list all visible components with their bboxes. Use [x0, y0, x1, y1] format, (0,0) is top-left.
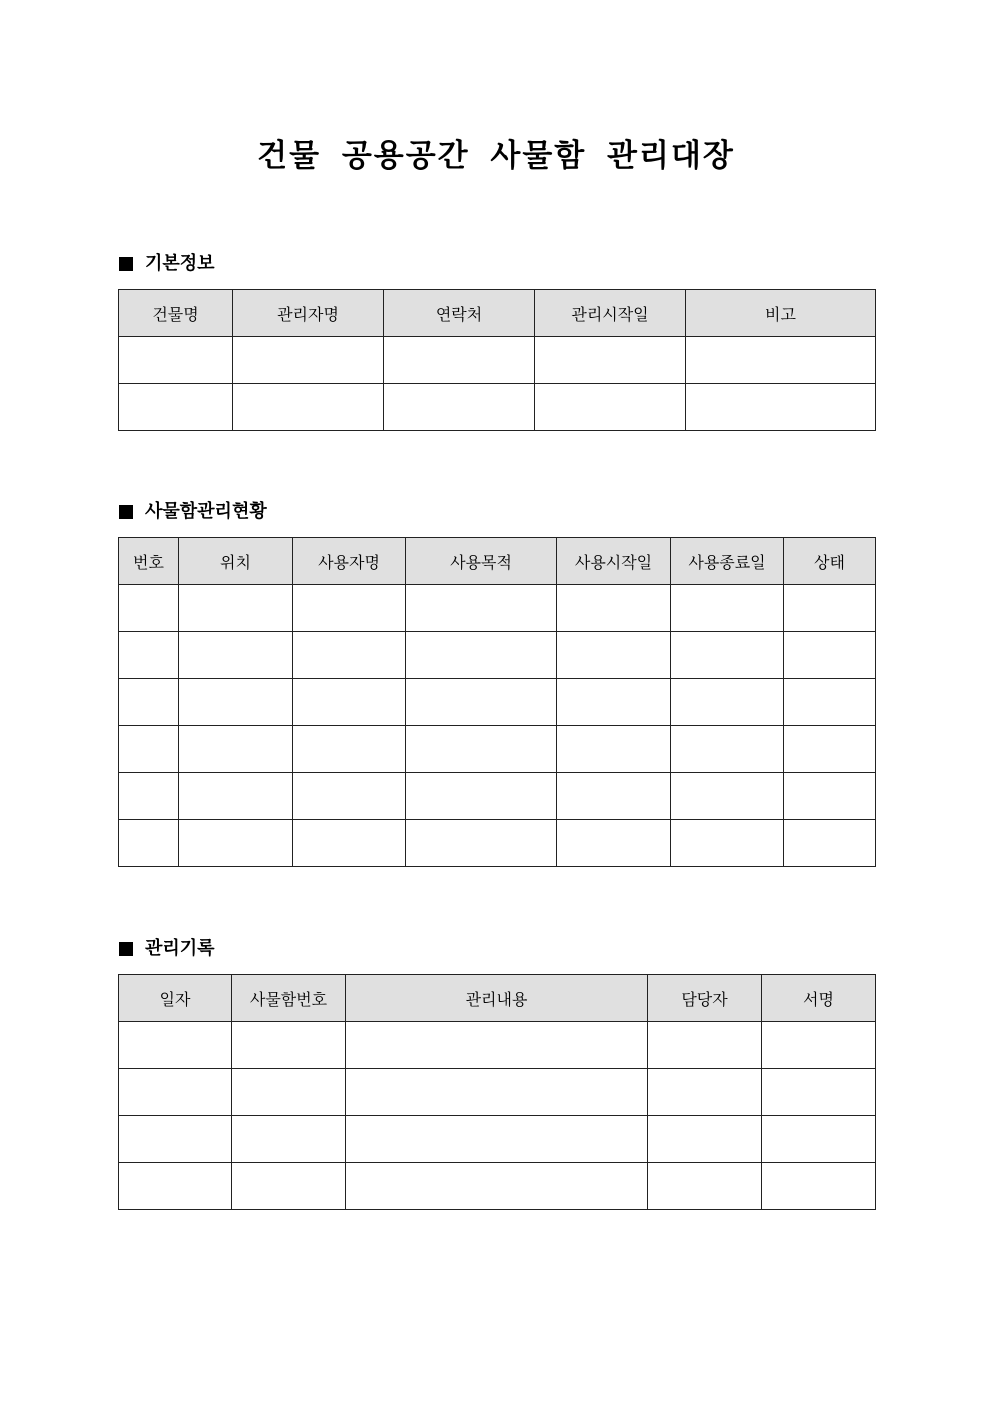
table-row [119, 820, 876, 867]
table-header-row [119, 290, 876, 337]
table-cell[interactable] [233, 384, 384, 431]
table-cell[interactable] [557, 773, 671, 820]
table-cell[interactable] [671, 585, 784, 632]
section-heading-record [119, 936, 215, 962]
table-cell[interactable] [119, 773, 179, 820]
table-cell[interactable] [784, 585, 876, 632]
table-cell[interactable] [406, 773, 557, 820]
table-row [119, 1116, 876, 1163]
table-cell[interactable] [406, 679, 557, 726]
table-cell[interactable] [557, 585, 671, 632]
table-row [119, 384, 876, 431]
table-cell[interactable] [119, 1116, 232, 1163]
table-row [119, 585, 876, 632]
table-cell[interactable] [762, 1022, 876, 1069]
header-number: 번호 [119, 538, 179, 585]
table-cell[interactable] [671, 679, 784, 726]
management-record-table [118, 974, 876, 1210]
table-cell[interactable] [557, 679, 671, 726]
table-row [119, 726, 876, 773]
square-bullet-icon [119, 942, 133, 956]
table-cell[interactable] [406, 585, 557, 632]
table-cell[interactable] [686, 384, 876, 431]
table-row [119, 679, 876, 726]
table-cell[interactable] [762, 1116, 876, 1163]
table-cell[interactable] [119, 820, 179, 867]
table-cell[interactable] [784, 820, 876, 867]
table-cell[interactable] [406, 632, 557, 679]
section-heading-locker-label: 사물함관리현황 [145, 501, 267, 522]
table-cell[interactable] [535, 384, 686, 431]
table-cell[interactable] [119, 337, 233, 384]
table-cell[interactable] [179, 773, 293, 820]
table-header-row [119, 975, 876, 1022]
table-cell[interactable] [179, 632, 293, 679]
header-purpose: 사용목적 [406, 538, 557, 585]
table-cell[interactable] [671, 632, 784, 679]
section-heading-locker [119, 499, 267, 525]
table-cell[interactable] [557, 726, 671, 773]
header-manager-name: 관리자명 [233, 290, 384, 337]
header-user-name: 사용자명 [293, 538, 406, 585]
table-cell[interactable] [232, 1022, 346, 1069]
table-cell[interactable] [179, 679, 293, 726]
table-cell[interactable] [648, 1022, 762, 1069]
table-cell[interactable] [179, 820, 293, 867]
table-cell[interactable] [293, 679, 406, 726]
locker-status-table [118, 537, 876, 867]
table-row [119, 1163, 876, 1210]
header-date: 일자 [119, 975, 232, 1022]
table-cell[interactable] [293, 820, 406, 867]
table-cell[interactable] [384, 337, 535, 384]
table-cell[interactable] [293, 632, 406, 679]
basic-info-table [118, 289, 876, 431]
table-cell[interactable] [346, 1022, 648, 1069]
header-building-name: 건물명 [119, 290, 233, 337]
header-remarks: 비고 [686, 290, 876, 337]
table-cell[interactable] [784, 773, 876, 820]
table-cell[interactable] [671, 820, 784, 867]
section-heading-basic [119, 251, 215, 277]
header-person-in-charge: 담당자 [648, 975, 762, 1022]
table-cell[interactable] [293, 773, 406, 820]
table-row [119, 632, 876, 679]
table-cell[interactable] [293, 585, 406, 632]
table-cell[interactable] [384, 384, 535, 431]
table-cell[interactable] [119, 1163, 232, 1210]
table-cell[interactable] [119, 726, 179, 773]
table-row [119, 773, 876, 820]
table-cell[interactable] [784, 632, 876, 679]
table-cell[interactable] [346, 1069, 648, 1116]
table-cell[interactable] [406, 726, 557, 773]
table-cell[interactable] [648, 1069, 762, 1116]
header-contact: 연락처 [384, 290, 535, 337]
table-cell[interactable] [762, 1163, 876, 1210]
header-status: 상태 [784, 538, 876, 585]
table-cell[interactable] [557, 632, 671, 679]
table-cell[interactable] [233, 337, 384, 384]
table-cell[interactable] [232, 1163, 346, 1210]
table-cell[interactable] [671, 773, 784, 820]
table-cell[interactable] [179, 726, 293, 773]
table-row [119, 337, 876, 384]
square-bullet-icon [119, 257, 133, 271]
header-management-details: 관리내용 [346, 975, 648, 1022]
section-heading-basic-label: 기본정보 [145, 253, 215, 274]
page-title: 건물 공용공간 사물함 관리대장 [257, 138, 735, 174]
header-location: 위치 [179, 538, 293, 585]
table-row [119, 1022, 876, 1069]
table-cell[interactable] [784, 726, 876, 773]
table-cell[interactable] [293, 726, 406, 773]
square-bullet-icon [119, 505, 133, 519]
table-cell[interactable] [762, 1069, 876, 1116]
table-cell[interactable] [346, 1163, 648, 1210]
table-cell[interactable] [119, 585, 179, 632]
table-cell[interactable] [232, 1069, 346, 1116]
table-cell[interactable] [406, 820, 557, 867]
table-header-row [119, 538, 876, 585]
table-cell[interactable] [671, 726, 784, 773]
table-cell[interactable] [557, 820, 671, 867]
table-cell[interactable] [346, 1116, 648, 1163]
header-use-start-date: 사용시작일 [557, 538, 671, 585]
table-cell[interactable] [119, 1022, 232, 1069]
table-cell[interactable] [119, 632, 179, 679]
table-cell[interactable] [179, 585, 293, 632]
table-cell[interactable] [784, 679, 876, 726]
table-cell[interactable] [686, 337, 876, 384]
section-heading-record-label: 관리기록 [145, 938, 215, 959]
table-cell[interactable] [648, 1163, 762, 1210]
table-cell[interactable] [648, 1116, 762, 1163]
table-cell[interactable] [535, 337, 686, 384]
table-cell[interactable] [119, 384, 233, 431]
header-signature: 서명 [762, 975, 876, 1022]
table-cell[interactable] [119, 679, 179, 726]
table-cell[interactable] [119, 1069, 232, 1116]
table-row [119, 1069, 876, 1116]
table-cell[interactable] [232, 1116, 346, 1163]
header-locker-number: 사물함번호 [232, 975, 346, 1022]
header-use-end-date: 사용종료일 [671, 538, 784, 585]
header-management-start-date: 관리시작일 [535, 290, 686, 337]
